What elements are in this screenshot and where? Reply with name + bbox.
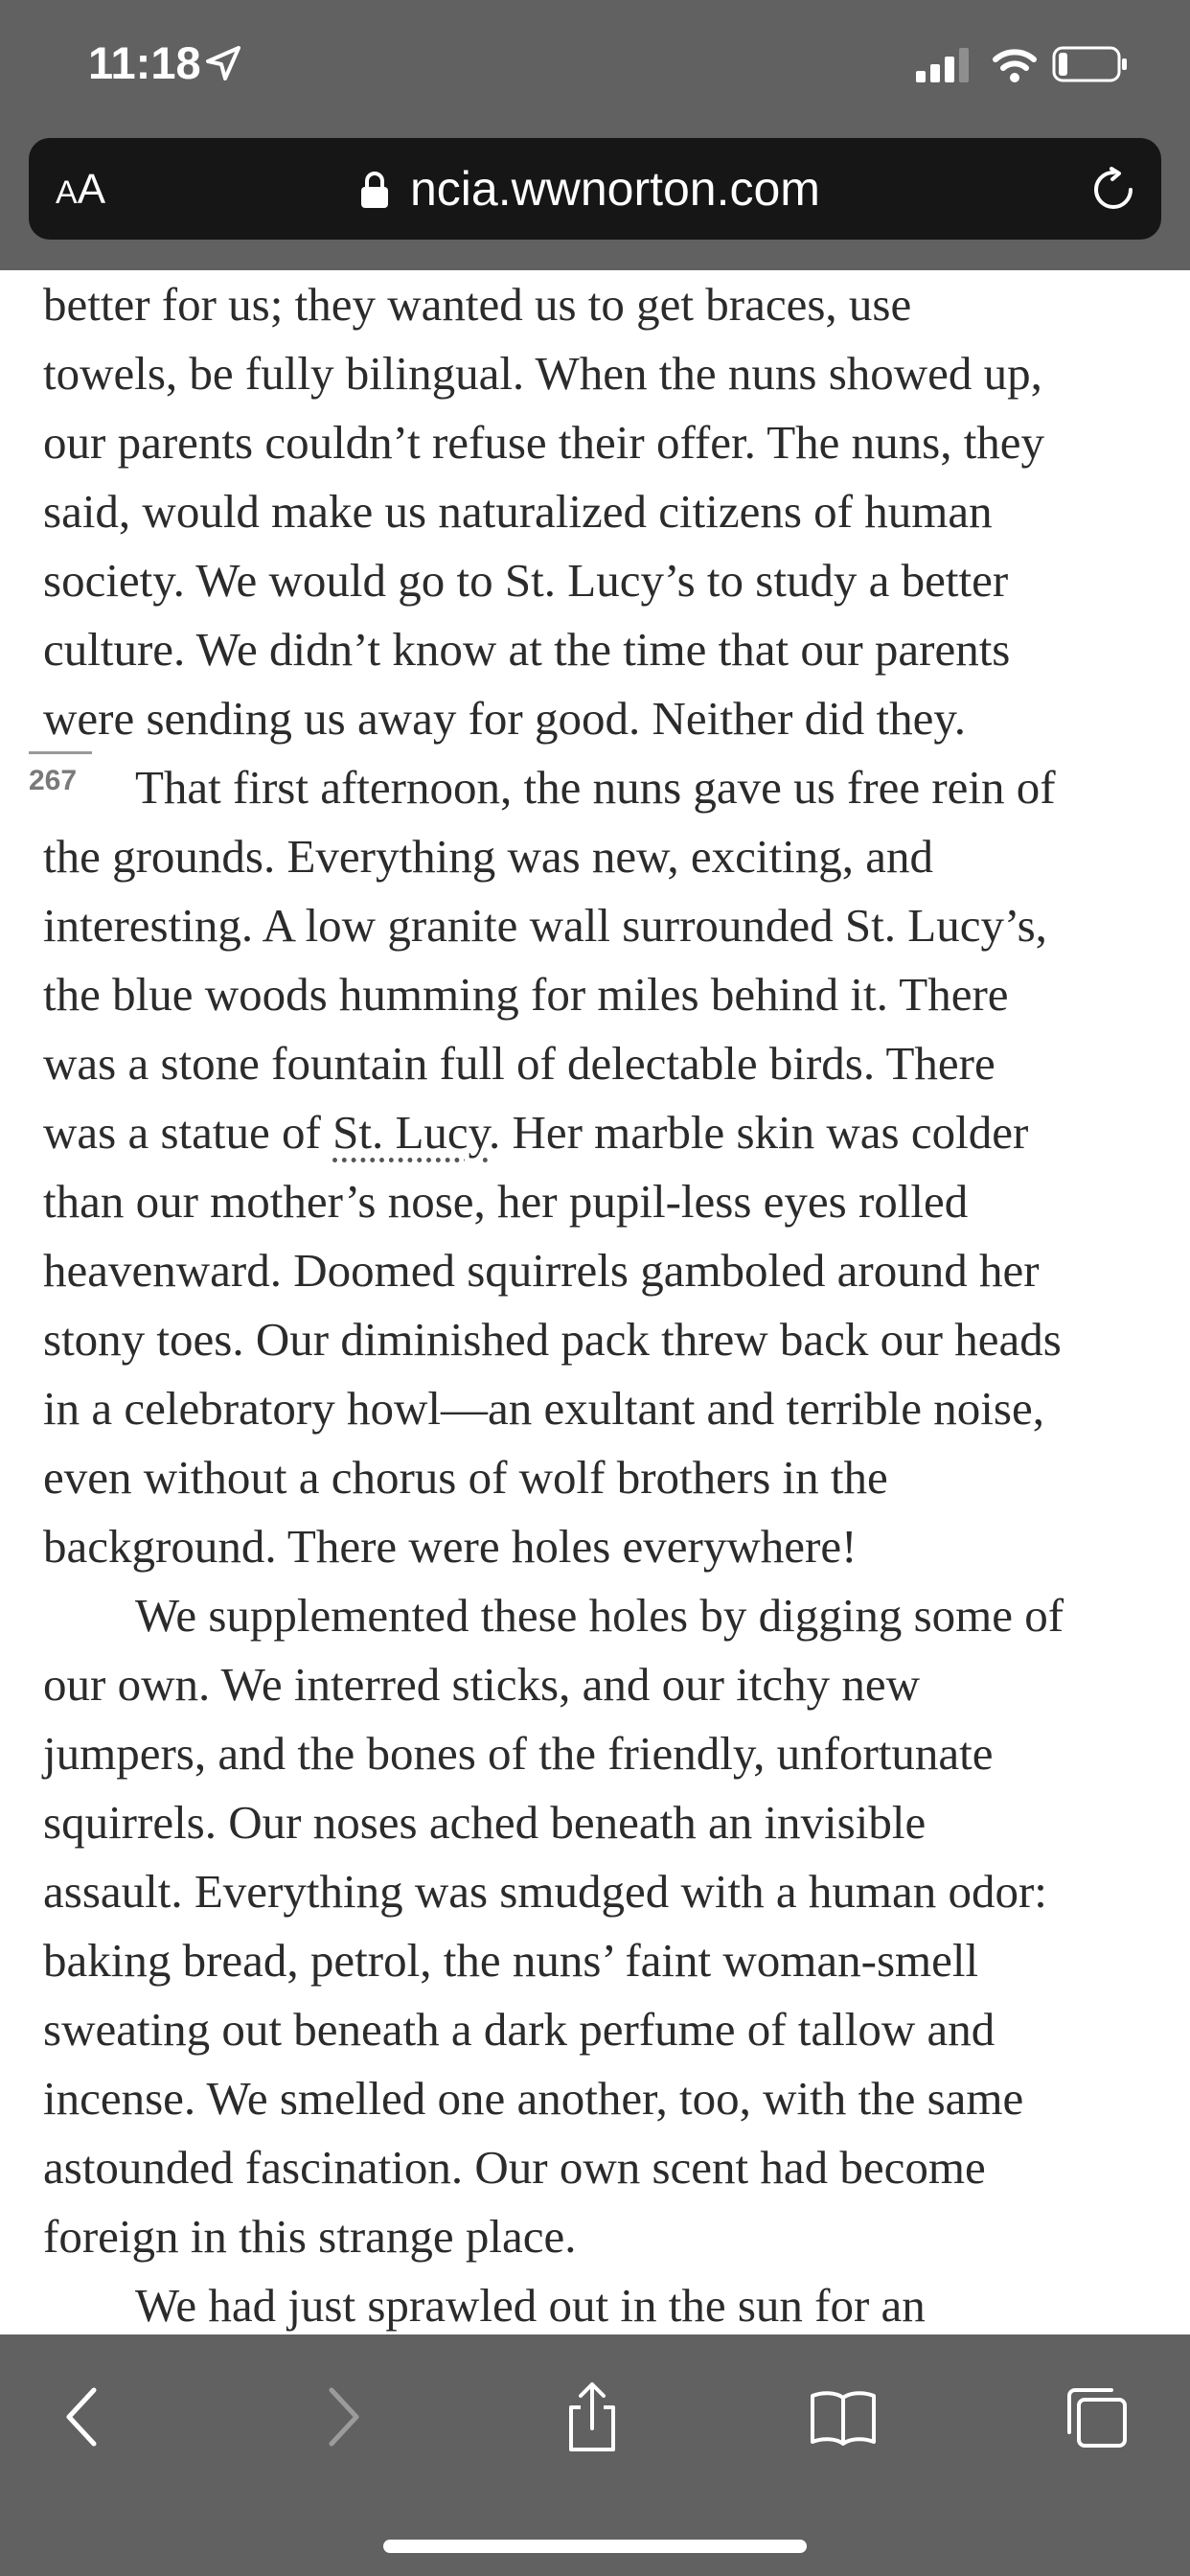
text-line: We had just sprawled out in the sun for an xyxy=(135,2279,926,2332)
text-line: was a stone fountain full of delectable birds. There xyxy=(43,1037,995,1090)
tabs-icon[interactable] xyxy=(1058,2379,1134,2455)
text-line: than our mother’s nose, her pupil-less eyes rolled xyxy=(43,1175,969,1228)
text-line: baking bread, petrol, the nuns’ faint woman-smell xyxy=(43,1934,979,1987)
article-body xyxy=(0,270,1190,2334)
text-line: incense. We smelled one another, too, with the same xyxy=(43,2072,1024,2125)
text-line: said, would make us naturalized citizens of human xyxy=(43,485,993,538)
text-line: jumpers, and the bones of the friendly, unfortunate xyxy=(43,1727,994,1780)
text-line: stony toes. Our diminished pack threw back our heads xyxy=(43,1313,1062,1366)
home-indicator[interactable] xyxy=(383,2540,807,2553)
text-line: society. We would go to St. Lucy’s to study a better xyxy=(43,554,1009,607)
line-number: 267 xyxy=(29,765,78,796)
wifi-icon xyxy=(993,46,1037,84)
text-line: even without a chorus of wolf brothers in the xyxy=(43,1451,888,1504)
battery-icon xyxy=(1052,46,1129,82)
address-bar[interactable] xyxy=(29,138,1161,240)
text-line: in a celebratory howl—an exultant and terrible noise, xyxy=(43,1382,1044,1435)
text-segment: was a statue of xyxy=(43,1106,333,1159)
text-line: towels, be fully bilingual. When the nuns showed up, xyxy=(43,347,1042,400)
text-line: foreign in this strange place. xyxy=(43,2210,577,2263)
text-line: astounded fascination. Our own scent had become xyxy=(43,2141,986,2194)
status-time: 11:18 xyxy=(88,37,201,88)
text-line: We supplemented these holes by digging some of xyxy=(135,1589,1064,1642)
text-line: the grounds. Everything was new, exciting, and xyxy=(43,830,933,883)
cellular-signal-icon xyxy=(916,48,972,82)
text-line: culture. We didn’t know at the time that our parents xyxy=(43,623,1011,676)
status-bar xyxy=(0,0,1190,125)
text-line: squirrels. Our noses ached beneath an invisible xyxy=(43,1796,927,1849)
text-line: better for us; they wanted us to get braces, use xyxy=(43,278,912,331)
browser-top-chrome xyxy=(0,0,1190,270)
reload-icon[interactable] xyxy=(1090,167,1136,213)
chevron-right-icon[interactable] xyxy=(303,2379,379,2455)
text-line xyxy=(43,1098,1028,1167)
line-number-rule xyxy=(29,751,92,754)
text-line: interesting. A low granite wall surrounded St. Lucy’s, xyxy=(43,899,1047,952)
chevron-left-icon[interactable] xyxy=(46,2379,123,2455)
book-icon[interactable] xyxy=(805,2379,881,2455)
gloss-link-st-lucy[interactable]: St. Lucy xyxy=(332,1106,489,1159)
text-line: That first afternoon, the nuns gave us free rein of xyxy=(135,761,1056,814)
lock-icon xyxy=(360,171,389,209)
text-line: our parents couldn’t refuse their offer. The nuns, they xyxy=(43,416,1045,469)
text-line: were sending us away for good. Neither did they. xyxy=(43,692,966,745)
browser-toolbar xyxy=(0,2334,1190,2576)
text-line: heavenward. Doomed squirrels gamboled around her xyxy=(43,1244,1040,1297)
text-size-button[interactable]: AA xyxy=(56,166,106,213)
text-line: background. There were holes everywhere! xyxy=(43,1520,858,1573)
text-line: the blue woods humming for miles behind it. There xyxy=(43,968,1009,1021)
text-segment: . Her marble skin was colder xyxy=(488,1106,1029,1159)
share-icon[interactable] xyxy=(554,2379,630,2455)
text-line: our own. We interred sticks, and our itchy new xyxy=(43,1658,921,1711)
location-arrow-icon xyxy=(204,44,242,82)
url-text[interactable]: ncia.wwnorton.com xyxy=(410,162,820,216)
text-line: sweating out beneath a dark perfume of tallow and xyxy=(43,2003,995,2056)
text-line: assault. Everything was smudged with a human odor: xyxy=(43,1865,1047,1918)
